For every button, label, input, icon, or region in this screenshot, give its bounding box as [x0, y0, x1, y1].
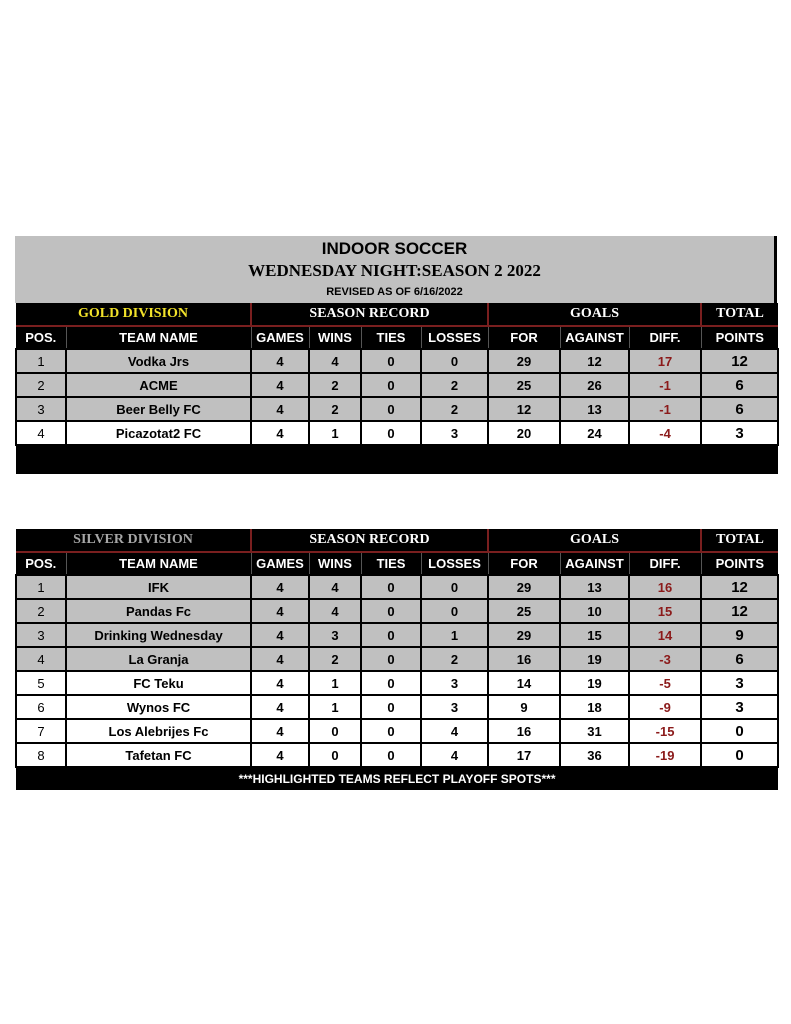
points-cell: 9: [701, 623, 778, 647]
goals-for-cell: 9: [488, 695, 560, 719]
col-team-name: TEAM NAME: [66, 326, 251, 349]
games-cell: 4: [251, 349, 309, 373]
ties-cell: 0: [361, 671, 421, 695]
pos-cell: 2: [16, 373, 66, 397]
ties-cell: 0: [361, 719, 421, 743]
goals-against-cell: 10: [560, 599, 629, 623]
goals-for-cell: 17: [488, 743, 560, 767]
goals-for-cell: 29: [488, 623, 560, 647]
team-name-cell: Picazotat2 FC: [66, 421, 251, 445]
team-row: [16, 695, 778, 719]
team-name-cell: ACME: [66, 373, 251, 397]
silver-division-table: [15, 529, 779, 790]
losses-cell: 1: [421, 623, 488, 647]
team-row: [16, 623, 778, 647]
col-wins: WINS: [309, 326, 361, 349]
ties-cell: 0: [361, 575, 421, 599]
col-losses: LOSSES: [421, 552, 488, 575]
pos-cell: 8: [16, 743, 66, 767]
goals-for-cell: 25: [488, 599, 560, 623]
pos-cell: 3: [16, 623, 66, 647]
points-cell: 12: [701, 349, 778, 373]
goals-against-cell: 19: [560, 671, 629, 695]
pos-cell: 1: [16, 575, 66, 599]
col-games: GAMES: [251, 326, 309, 349]
wins-cell: 3: [309, 623, 361, 647]
wins-cell: 4: [309, 575, 361, 599]
pos-cell: 6: [16, 695, 66, 719]
goals-for-cell: 25: [488, 373, 560, 397]
ties-cell: 0: [361, 695, 421, 719]
games-cell: 4: [251, 743, 309, 767]
wins-cell: 2: [309, 647, 361, 671]
col-pos: POS.: [16, 552, 66, 575]
season-record-group: SEASON RECORD: [251, 303, 488, 326]
silver-standings-rows: [16, 575, 778, 767]
page-title: INDOOR SOCCER: [321, 239, 468, 258]
goals-against-cell: 31: [560, 719, 629, 743]
losses-cell: 4: [421, 719, 488, 743]
gold-standings-rows: [16, 349, 778, 445]
team-row: [16, 397, 778, 421]
column-header-row: [16, 326, 778, 349]
games-cell: 4: [251, 575, 309, 599]
games-cell: 4: [251, 421, 309, 445]
wins-cell: 0: [309, 743, 361, 767]
games-cell: 4: [251, 599, 309, 623]
table-footer-bar: [16, 767, 778, 790]
col-against: AGAINST: [560, 552, 629, 575]
games-cell: 4: [251, 623, 309, 647]
losses-cell: 4: [421, 743, 488, 767]
team-row: [16, 671, 778, 695]
losses-cell: 2: [421, 397, 488, 421]
total-group: TOTAL: [701, 529, 778, 552]
team-name-cell: Los Alebrijes Fc: [66, 719, 251, 743]
season-record-group: SEASON RECORD: [251, 529, 488, 552]
pos-cell: 1: [16, 349, 66, 373]
team-name-cell: Pandas Fc: [66, 599, 251, 623]
points-cell: 0: [701, 743, 778, 767]
goals-against-cell: 12: [560, 349, 629, 373]
wins-cell: 4: [309, 599, 361, 623]
ties-cell: 0: [361, 647, 421, 671]
losses-cell: 0: [421, 349, 488, 373]
goals-for-cell: 29: [488, 349, 560, 373]
goals-against-cell: 19: [560, 647, 629, 671]
pos-cell: 3: [16, 397, 66, 421]
goals-against-cell: 24: [560, 421, 629, 445]
team-name-cell: IFK: [66, 575, 251, 599]
goal-diff-cell: -1: [629, 373, 701, 397]
col-against: AGAINST: [560, 326, 629, 349]
pos-cell: 2: [16, 599, 66, 623]
page-subtitle: WEDNESDAY NIGHT:SEASON 2 2022: [248, 261, 541, 280]
col-ties: TIES: [361, 326, 421, 349]
goals-against-cell: 15: [560, 623, 629, 647]
losses-cell: 0: [421, 599, 488, 623]
team-name-cell: Vodka Jrs: [66, 349, 251, 373]
goals-group: GOALS: [488, 303, 701, 326]
ties-cell: 0: [361, 373, 421, 397]
goals-against-cell: 13: [560, 397, 629, 421]
ties-cell: 0: [361, 349, 421, 373]
wins-cell: 2: [309, 373, 361, 397]
col-wins: WINS: [309, 552, 361, 575]
games-cell: 4: [251, 671, 309, 695]
col-pos: POS.: [16, 326, 66, 349]
wins-cell: 4: [309, 349, 361, 373]
team-row: [16, 599, 778, 623]
pos-cell: 4: [16, 421, 66, 445]
points-cell: 3: [701, 421, 778, 445]
team-name-cell: La Granja: [66, 647, 251, 671]
games-cell: 4: [251, 695, 309, 719]
col-team-name: TEAM NAME: [66, 552, 251, 575]
team-row: [16, 719, 778, 743]
losses-cell: 3: [421, 671, 488, 695]
points-cell: 6: [701, 647, 778, 671]
goal-diff-cell: -4: [629, 421, 701, 445]
team-row: [16, 373, 778, 397]
team-row: [16, 349, 778, 373]
points-cell: 12: [701, 575, 778, 599]
goals-against-cell: 36: [560, 743, 629, 767]
col-diff: DIFF.: [629, 552, 701, 575]
goal-diff-cell: -5: [629, 671, 701, 695]
total-group: TOTAL: [701, 303, 778, 326]
games-cell: 4: [251, 373, 309, 397]
goal-diff-cell: 17: [629, 349, 701, 373]
ties-cell: 0: [361, 743, 421, 767]
col-losses: LOSSES: [421, 326, 488, 349]
team-row: [16, 575, 778, 599]
goals-for-cell: 16: [488, 647, 560, 671]
division-group-header: [16, 303, 778, 326]
team-name-cell: Wynos FC: [66, 695, 251, 719]
team-name-cell: FC Teku: [66, 671, 251, 695]
column-header-row: [16, 552, 778, 575]
points-cell: 12: [701, 599, 778, 623]
wins-cell: 2: [309, 397, 361, 421]
col-for: FOR: [488, 326, 560, 349]
points-cell: 3: [701, 671, 778, 695]
goal-diff-cell: -9: [629, 695, 701, 719]
losses-cell: 0: [421, 575, 488, 599]
points-cell: 0: [701, 719, 778, 743]
playoff-note: ***HIGHLIGHTED TEAMS REFLECT PLAYOFF SPOTS***: [16, 767, 778, 790]
division-group-header: [16, 529, 778, 552]
games-cell: 4: [251, 719, 309, 743]
table-footer-bar: [16, 445, 778, 474]
ties-cell: 0: [361, 623, 421, 647]
losses-cell: 2: [421, 647, 488, 671]
points-cell: 6: [701, 373, 778, 397]
ties-cell: 0: [361, 397, 421, 421]
team-name-cell: Drinking Wednesday: [66, 623, 251, 647]
goals-for-cell: 12: [488, 397, 560, 421]
division-title: GOLD DIVISION: [16, 303, 251, 326]
goals-group: GOALS: [488, 529, 701, 552]
pos-cell: 7: [16, 719, 66, 743]
team-row: [16, 421, 778, 445]
ties-cell: 0: [361, 599, 421, 623]
games-cell: 4: [251, 397, 309, 421]
goals-for-cell: 29: [488, 575, 560, 599]
goals-for-cell: 20: [488, 421, 560, 445]
goal-diff-cell: 14: [629, 623, 701, 647]
col-ties: TIES: [361, 552, 421, 575]
wins-cell: 1: [309, 671, 361, 695]
goal-diff-cell: -19: [629, 743, 701, 767]
points-cell: 3: [701, 695, 778, 719]
goals-for-cell: 16: [488, 719, 560, 743]
goal-diff-cell: -3: [629, 647, 701, 671]
team-row: [16, 647, 778, 671]
team-name-cell: Tafetan FC: [66, 743, 251, 767]
ties-cell: 0: [361, 421, 421, 445]
division-title: SILVER DIVISION: [16, 529, 251, 552]
team-name-cell: Beer Belly FC: [66, 397, 251, 421]
goals-for-cell: 14: [488, 671, 560, 695]
pos-cell: 4: [16, 647, 66, 671]
goals-against-cell: 26: [560, 373, 629, 397]
col-games: GAMES: [251, 552, 309, 575]
losses-cell: 3: [421, 695, 488, 719]
losses-cell: 2: [421, 373, 488, 397]
col-points: POINTS: [701, 552, 778, 575]
wins-cell: 0: [309, 719, 361, 743]
losses-cell: 3: [421, 421, 488, 445]
col-points: POINTS: [701, 326, 778, 349]
wins-cell: 1: [309, 695, 361, 719]
goal-diff-cell: -15: [629, 719, 701, 743]
team-row: [16, 743, 778, 767]
goal-diff-cell: -1: [629, 397, 701, 421]
goals-against-cell: 13: [560, 575, 629, 599]
wins-cell: 1: [309, 421, 361, 445]
col-for: FOR: [488, 552, 560, 575]
points-cell: 6: [701, 397, 778, 421]
goal-diff-cell: 15: [629, 599, 701, 623]
col-diff: DIFF.: [629, 326, 701, 349]
revised-date: REVISED AS OF 6/16/2022: [326, 286, 463, 298]
games-cell: 4: [251, 647, 309, 671]
gold-division-table: [15, 303, 779, 474]
goal-diff-cell: 16: [629, 575, 701, 599]
standings-header: [15, 236, 777, 303]
pos-cell: 5: [16, 671, 66, 695]
goals-against-cell: 18: [560, 695, 629, 719]
